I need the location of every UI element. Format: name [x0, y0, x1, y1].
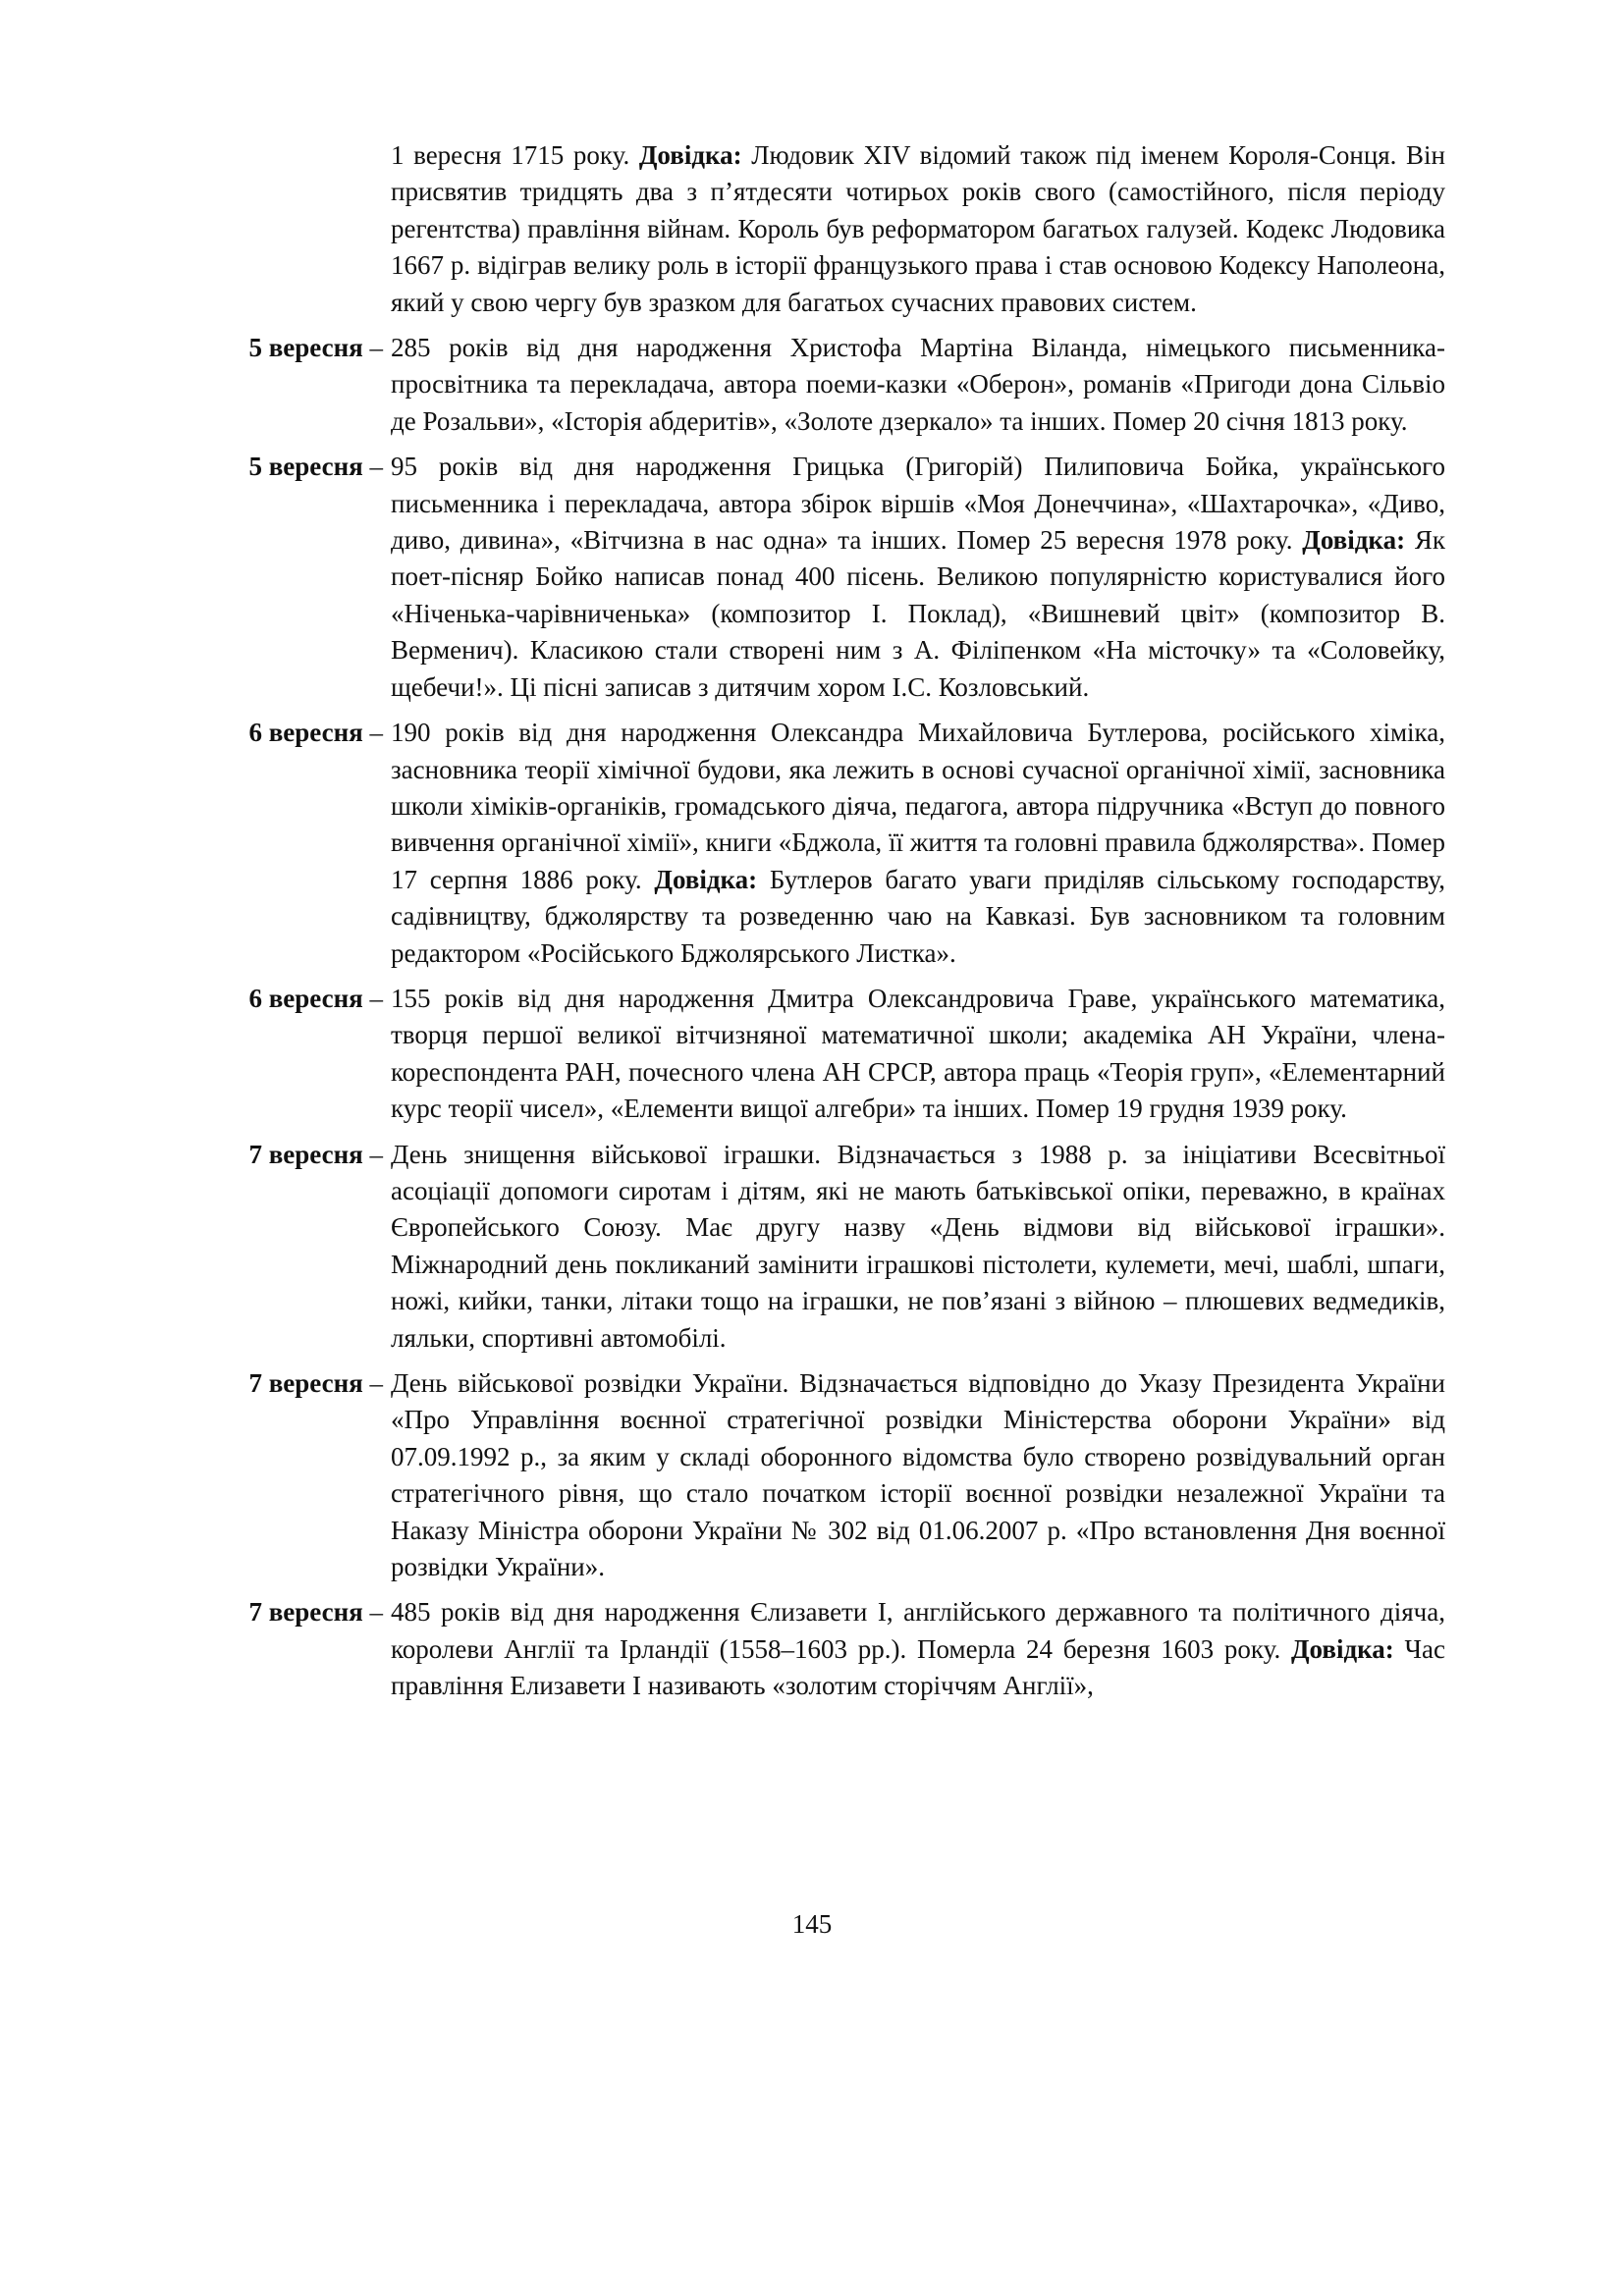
- entry-date-gutter: [157, 449, 383, 485]
- entry-date-gutter: [157, 330, 383, 366]
- calendar-entry: [157, 715, 1445, 972]
- calendar-entry: [157, 449, 1445, 706]
- reference-label: Довідка:: [654, 864, 758, 894]
- entry-date: 6 вересня: [248, 983, 363, 1013]
- calendar-entries: [157, 137, 1445, 1714]
- reference-text: Людовик XIV відомий також під іменем Короля-Сонця. Він присвятив тридцять два з п’ятдесяти чотирьох років свого (самостійного, після періоду регентства) правління війнам. Король був реформатором багатьох галузей. Кодекс Людовика 1667 р. відіграв велику роль в історії французького права і став основою Кодексу Наполеона, який у свою чергу був зразком для багатьох сучасних правових систем.: [391, 140, 1446, 317]
- entry-date: 7 вересня: [248, 1139, 363, 1169]
- entry-dash: –: [369, 983, 383, 1013]
- entry-dash: –: [369, 333, 383, 363]
- reference-label: Довідка:: [638, 140, 742, 170]
- entry-body: [383, 1594, 1445, 1704]
- calendar-entry: [157, 981, 1445, 1128]
- reference-text: Як поет-пісняр Бойко написав понад 400 пісень. Великою популярністю користувалися його «Ніченька-чарівниченька» (композитор І. Поклад), «Вишневий цвіт» (композитор В. Верменич). Класикою стали створені ним з А. Філіпенком «На місточку» та «Соловейку, щебечи!». Ці пісні записав з дитячим хором І.С. Козловський.: [391, 525, 1446, 702]
- entry-date: 7 вересня: [248, 1597, 363, 1628]
- entry-text: 485 років від дня народження Єлизавети І, англійського державного та політичного діяча, королеви Англії та Ірландії (1558–1603 рр.). Померла 24 березня 1603 року.: [391, 1597, 1445, 1664]
- entry-text: 285 років від дня народження Христофа Мартіна Віланда, німецького письменника-просвітника та перекладача, автора поеми-казки «Оберон», романів «Пригоди дона Сільвіо де Розальви», «Історія абдеритів», «Золоте дзеркало» та інших. Помер 20 січня 1813 року.: [391, 333, 1445, 436]
- calendar-entry: [157, 330, 1445, 440]
- entry-date-gutter: [157, 715, 383, 751]
- entry-body: [383, 1137, 1445, 1357]
- entry-text: День військової розвідки України. Відзначається відповідно до Указу Президента України «Про Управління воєнної стратегічної розвідки Міністерства оборони України» від 07.09.1992 р., за яким у складі оборонного відомства було створено розвідувальний орган стратегічного рівня, що стало початком історії воєнної розвідки незалежної України та Наказу Міністра оборони України № 302 від 01.06.2007 р. «Про встановлення Дня воєнної розвідки України».: [391, 1368, 1445, 1582]
- reference-text: Бутлеров багато уваги приділяв сільському господарству, садівництву, бджолярству та розведенню чаю на Кавказі. Був засновником та головним редактором «Російського Бджолярського Листка».: [391, 864, 1445, 968]
- entry-body: [383, 330, 1445, 440]
- entry-date-gutter: [157, 1365, 383, 1402]
- entry-body: [383, 715, 1445, 972]
- entry-date: 7 вересня: [248, 1368, 363, 1398]
- entry-text: День знищення військової іграшки. Відзначається з 1988 р. за ініціативи Всесвітньої асоціації допомоги сиротам і дітям, які не мають батьківської опіки, переважно, в країнах Європейського Союзу. Має другу назву «День відмови від військової іграшки». Міжнародний день покликаний замінити іграшкові пістолети, кулемети, мечі, шаблі, шпаги, ножі, кийки, танки, літаки тощо на іграшки, не пов’язані з війною – плюшевих ведмедиків, ляльки, спортивні автомобілі.: [391, 1139, 1445, 1353]
- calendar-entry: [157, 1594, 1445, 1704]
- entry-body: [383, 981, 1445, 1128]
- entry-text: 1 вересня 1715 року.: [391, 140, 630, 170]
- calendar-entry-continuation: [157, 137, 1445, 321]
- entry-dash: –: [369, 1139, 383, 1169]
- entry-date: 5 вересня: [248, 452, 363, 482]
- entry-date-gutter: [157, 1137, 383, 1173]
- entry-date: 5 вересня: [248, 333, 363, 363]
- calendar-entry: [157, 1365, 1445, 1585]
- reference-text: Час правління Елизавети І називають «золотим сторіччям Англії»,: [391, 1633, 1446, 1701]
- entry-dash: –: [369, 1368, 383, 1398]
- reference-label: Довідка:: [1302, 525, 1406, 556]
- entry-text: 95 років від дня народження Грицька (Григорій) Пилиповича Бойка, українського письменника і перекладача, автора збірок віршів «Моя Донеччина», «Шахтарочка», «Диво, диво, дивина», «Вітчизна в нас одна» та інших. Помер 25 вересня 1978 року.: [391, 452, 1445, 556]
- entry-body: [383, 137, 1445, 321]
- calendar-entry: [157, 1137, 1445, 1357]
- entry-text: 155 років від дня народження Дмитра Олександровича Граве, українського математика, творця першої великої вітчизняної математичної школи; академіка АН України, члена-кореспондента РАН, почесного члена АН СРСР, автора праць «Теорія груп», «Елементарний курс теорії чисел», «Елементи вищої алгебри» та інших. Помер 19 грудня 1939 року.: [391, 983, 1445, 1124]
- entry-dash: –: [369, 1597, 383, 1628]
- entry-date-gutter: [157, 981, 383, 1017]
- entry-date-gutter: [157, 1594, 383, 1630]
- reference-label: Довідка:: [1290, 1633, 1394, 1664]
- entry-date: 6 вересня: [248, 718, 363, 748]
- entry-text: 190 років від дня народження Олександра Михайловича Бутлерова, російського хіміка, засновника теорії хімічної будови, яка лежить в основі сучасної органічної хімії, засновника школи хіміків-органіків, громадського діяча, педагога, автора підручника «Вступ до повного вивчення органічної хімії», книги «Бджола, її життя та головні правила бджолярства». Помер 17 серпня 1886 року.: [391, 718, 1445, 894]
- entry-dash: –: [369, 718, 383, 748]
- entry-body: [383, 449, 1445, 706]
- page-number: 145: [791, 1909, 833, 1939]
- entry-body: [383, 1365, 1445, 1585]
- entry-dash: –: [369, 452, 383, 482]
